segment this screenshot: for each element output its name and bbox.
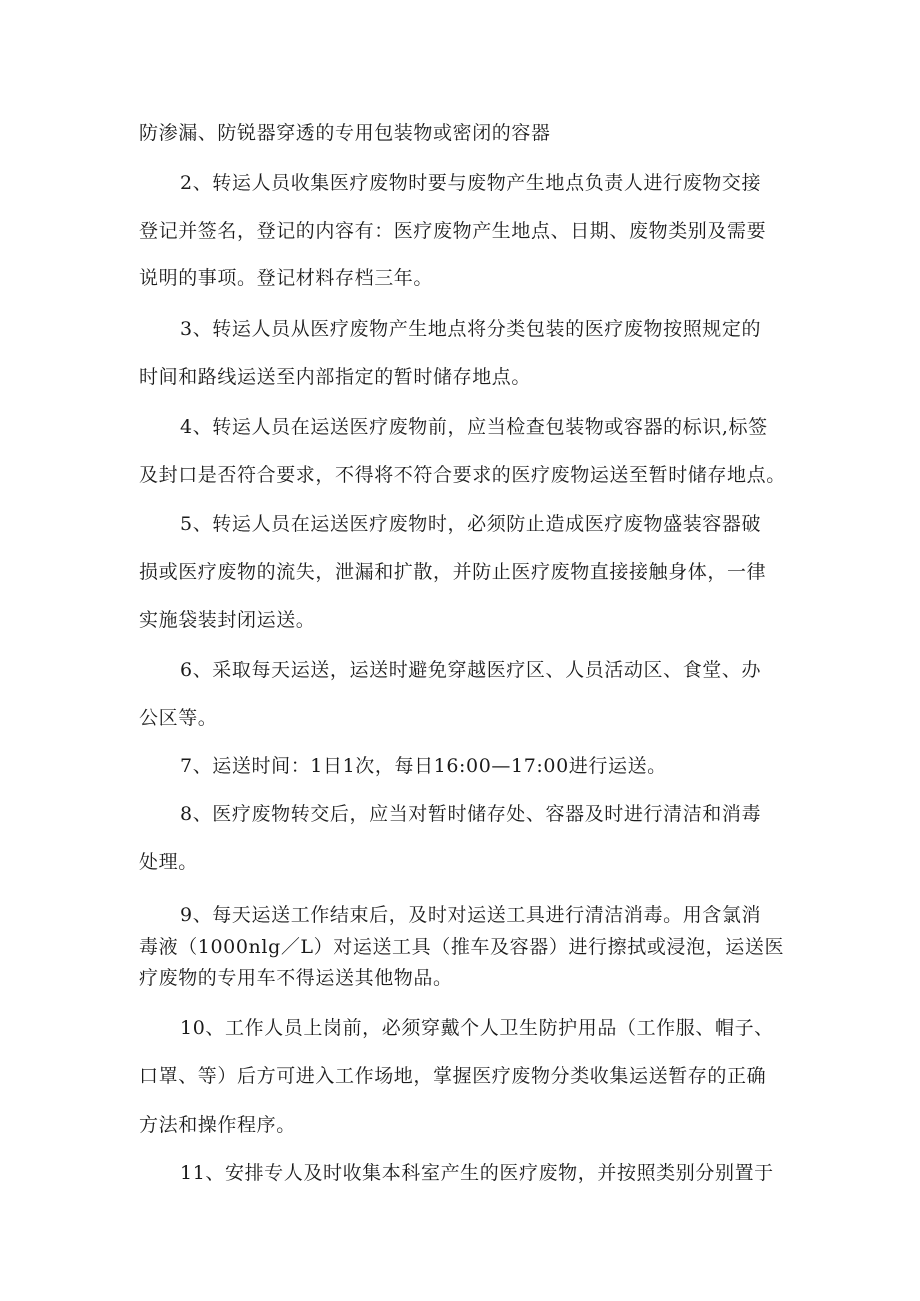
text-line: 3、转运人员从医疗废物产生地点将分类包装的医疗废物按照规定的 (180, 318, 762, 340)
text-line: 说明的事项。登记材料存档三年。 (139, 267, 434, 289)
text-line: 损或医疗废物的流失，泄漏和扩散，并防止医疗废物直接接触身体，一律 (139, 561, 767, 583)
text-line: 处理。 (139, 851, 198, 873)
text-line: 5、转运人员在运送医疗废物时，必须防止造成医疗废物盛装容器破 (180, 513, 762, 535)
text-line: 口罩、等）后方可进入工作场地，掌握医疗废物分类收集运送暂存的正确 (139, 1065, 767, 1087)
text-line: 11、安排专人及时收集本科室产生的医疗废物，并按照类别分别置于 (180, 1162, 774, 1184)
text-line: 及封口是否符合要求，不得将不符合要求的医疗废物运送至暂时储存地点。 (139, 464, 786, 486)
text-line: 6、采取每天运送，运送时避免穿越医疗区、人员活动区、食堂、办 (180, 659, 762, 681)
text-line: 疗废物的专用车不得运送其他物品。 (139, 967, 453, 989)
text-line: 防渗漏、防锐器穿透的专用包装物或密闭的容器 (139, 122, 551, 144)
text-line: 实施袋装封闭运送。 (139, 609, 316, 631)
text-line: 8、医疗废物转交后，应当对暂时储存处、容器及时进行清洁和消毒 (180, 803, 762, 825)
text-line: 10、工作人员上岗前，必须穿戴个人卫生防护用品（工作服、帽子、 (180, 1017, 774, 1039)
text-line: 9、每天运送工作结束后，及时对运送工具进行清洁消毒。用含氯消 (180, 904, 762, 926)
text-line: 公区等。 (139, 707, 218, 729)
text-line: 毒液（1000nlg／L）对运送工具（推车及容器）进行擦拭或浸泡，运送医 (139, 936, 785, 958)
text-line: 2、转运人员收集医疗废物时要与废物产生地点负责人进行废物交接 (180, 172, 762, 194)
text-line: 4、转运人员在运送医疗废物前，应当检查包装物或容器的标识,标签 (180, 416, 768, 438)
text-line: 时间和路线运送至内部指定的暂时储存地点。 (139, 366, 532, 388)
text-line: 7、运送时间：1日1次，每日16:00—17:00进行运送。 (180, 755, 667, 777)
text-line: 登记并签名，登记的内容有：医疗废物产生地点、日期、废物类别及需要 (139, 220, 767, 242)
text-line: 方法和操作程序。 (139, 1114, 296, 1136)
